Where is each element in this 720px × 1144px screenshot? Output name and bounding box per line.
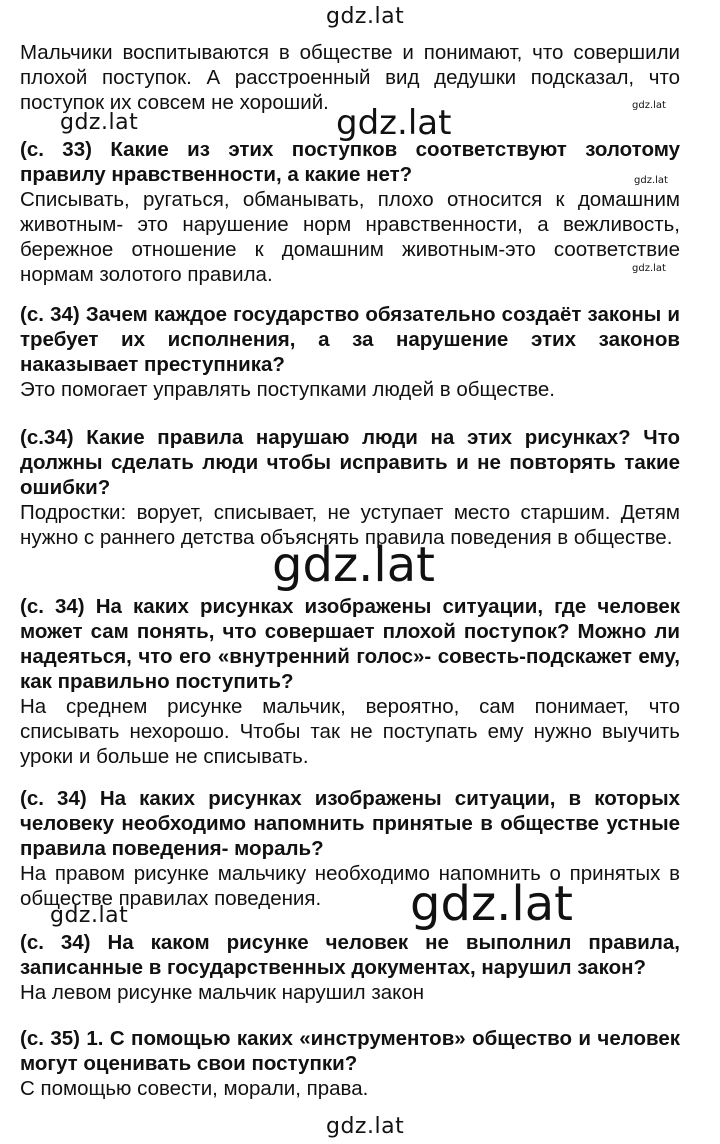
question-text: (с. 34) На каком рисунке человек не выполнил правила, записанные в государственных документах, нарушил закон? bbox=[20, 931, 680, 979]
qa-item bbox=[20, 786, 680, 911]
answer-text: С помощью совести, морали, права. bbox=[20, 1077, 369, 1100]
watermark-tiny-3: gdz.lat bbox=[632, 263, 666, 274]
watermark-small-left-2: gdz.lat bbox=[50, 903, 129, 928]
answer-text: Подростки: ворует, списывает, не уступает место старшим. Детям нужно с раннего детства объяснять правила поведения в обществе. bbox=[20, 501, 680, 549]
watermark-tiny-1: gdz.lat bbox=[632, 100, 666, 111]
question-text: (с.34) Какие правила нарушаю люди на этих рисунках? Что должны сделать люди чтобы исправить и не повторять такие ошибки? bbox=[20, 426, 680, 499]
answer-text: Это помогает управлять поступками людей в обществе. bbox=[20, 378, 555, 401]
qa-item bbox=[20, 302, 680, 402]
watermark-bottom: gdz.lat bbox=[326, 1114, 405, 1139]
qa-item bbox=[20, 930, 680, 1005]
answer-text: На левом рисунке мальчик нарушил закон bbox=[20, 981, 425, 1004]
watermark-tiny-2: gdz.lat bbox=[634, 175, 668, 186]
watermark-large-1: gdz.lat bbox=[272, 537, 435, 593]
qa-item bbox=[20, 594, 680, 769]
question-text: (с. 34) На каких рисунках изображены ситуации, где человек может сам понять, что совершает плохой поступок? Можно ли надеяться, что его «внутренний голос»- совесть-подскажет ему, как правильно поступить? bbox=[20, 595, 680, 693]
qa-item bbox=[20, 1026, 680, 1101]
answer-text: На правом рисунке мальчику необходимо напомнить о принятых в обществе правилах поведения. bbox=[20, 862, 680, 910]
qa-item bbox=[20, 137, 680, 287]
watermark-mid-1: gdz.lat bbox=[336, 103, 452, 143]
answer-text: На среднем рисунке мальчик, вероятно, сам понимает, что списывать нехорошо. Чтобы так не поступать ему нужно выучить уроки и больше не списывать. bbox=[20, 695, 680, 768]
watermark-top: gdz.lat bbox=[326, 4, 405, 29]
question-text: (с. 34) Зачем каждое государство обязательно создаёт законы и требует их исполнения, а за нарушение этих законов наказывает преступника? bbox=[20, 303, 680, 376]
answer-text: Списывать, ругаться, обманывать, плохо относится к домашним животным- это нарушение норм нравственности, а вежливость, бережное отношение к домашним животным-это соответствие нормам золотого правила. bbox=[20, 188, 680, 286]
question-text: (с. 34) На каких рисунках изображены ситуации, в которых человеку необходимо напомнить принятые в обществе устные правила поведения- мораль? bbox=[20, 787, 680, 860]
question-text: (с. 35) 1. С помощью каких «инструментов» общество и человек могут оценивать свои поступки? bbox=[20, 1027, 680, 1075]
qa-item bbox=[20, 425, 680, 550]
watermark-large-2: gdz.lat bbox=[410, 876, 573, 932]
watermark-small-left-1: gdz.lat bbox=[60, 110, 139, 135]
question-text: (с. 33) Какие из этих поступков соответствуют золотому правилу нравственности, а какие нет? bbox=[20, 138, 680, 186]
intro-text: Мальчики воспитываются в обществе и понимают, что совершили плохой поступок. А расстроенный вид дедушки подсказал, что поступок их совсем не хороший. bbox=[20, 41, 680, 114]
